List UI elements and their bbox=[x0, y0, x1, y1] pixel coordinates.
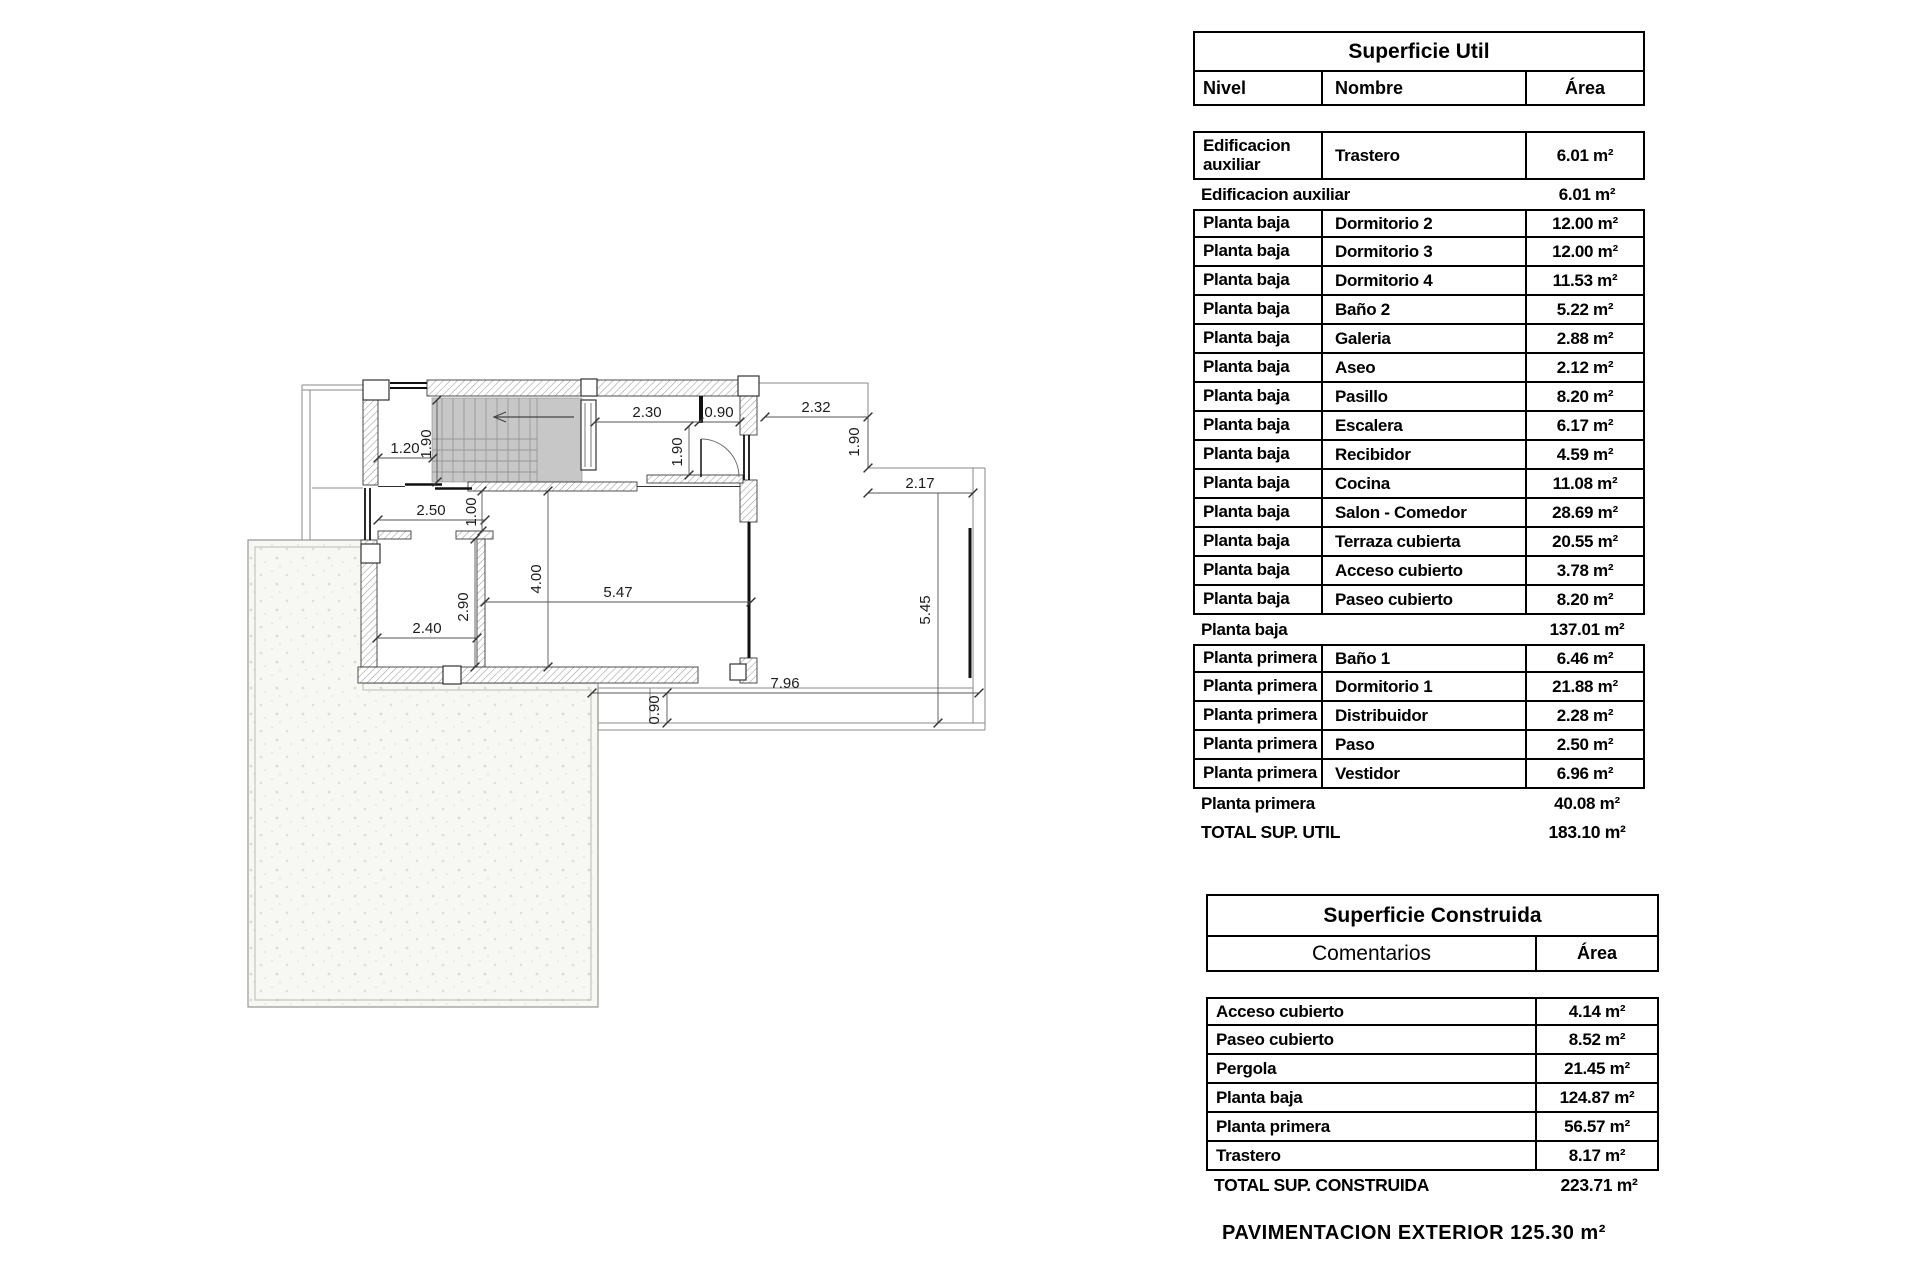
dimension-label: 2.90 bbox=[455, 592, 472, 622]
dimension-label: 2.50 bbox=[416, 502, 446, 519]
table-row: Pergola 21.45 m² bbox=[1206, 1055, 1659, 1084]
table-row: Planta primera 40.08 m² bbox=[1193, 789, 1645, 818]
table-row: Planta baja Baño 2 5.22 m² bbox=[1193, 296, 1645, 325]
table-row: Planta baja Dormitorio 2 12.00 m² bbox=[1193, 209, 1645, 238]
dimension-label: 4.00 bbox=[528, 564, 545, 594]
table-row: Trastero 8.17 m² bbox=[1206, 1142, 1659, 1171]
table-row: Planta primera Distribuidor 2.28 m² bbox=[1193, 702, 1645, 731]
dimension-label: 0.90 bbox=[704, 404, 734, 421]
table-row: Planta baja Aseo 2.12 m² bbox=[1193, 354, 1645, 383]
superficie-util-title: Superficie Util bbox=[1193, 31, 1645, 72]
table-row: Planta baja Terraza cubierta 20.55 m² bbox=[1193, 528, 1645, 557]
dimension-label: 1.90 bbox=[418, 429, 435, 459]
superficie-util-rows bbox=[1193, 131, 1645, 847]
dimension-label: 1.90 bbox=[846, 427, 863, 457]
table-row: Planta baja 137.01 m² bbox=[1193, 615, 1645, 644]
table-row: Planta primera 56.57 m² bbox=[1206, 1113, 1659, 1142]
table-row: Planta baja Recibidor 4.59 m² bbox=[1193, 441, 1645, 470]
superficie-construida-rows bbox=[1206, 997, 1659, 1200]
dimension-label: 2.32 bbox=[801, 399, 831, 416]
table-row: Planta baja Paseo cubierto 8.20 m² bbox=[1193, 586, 1645, 615]
table-row: Planta baja Escalera 6.17 m² bbox=[1193, 412, 1645, 441]
table-row: Planta baja Dormitorio 3 12.00 m² bbox=[1193, 238, 1645, 267]
dimension-label: 2.40 bbox=[412, 620, 442, 637]
column-header-comentarios: Comentarios bbox=[1208, 937, 1537, 970]
dimension-label: 2.30 bbox=[632, 404, 662, 421]
table-row: TOTAL SUP. CONSTRUIDA 223.71 m² bbox=[1206, 1171, 1659, 1200]
dimension-label: 5.45 bbox=[917, 595, 934, 625]
dimension-label: 1.00 bbox=[463, 497, 480, 527]
exterior-paving bbox=[248, 540, 598, 1007]
spacer bbox=[1206, 972, 1659, 997]
column-header-nivel: Nivel bbox=[1195, 72, 1323, 104]
staircase bbox=[432, 398, 582, 482]
spacer bbox=[1193, 106, 1645, 131]
table-row: Edificacion auxiliar Trastero 6.01 m² bbox=[1193, 131, 1645, 180]
dimension-label: 1.20 bbox=[390, 440, 420, 457]
column-header-area: Área bbox=[1564, 77, 1606, 98]
column-header-area: Área bbox=[1576, 943, 1618, 963]
dimension-label: 1.90 bbox=[669, 437, 686, 467]
column-header-nombre: Nombre bbox=[1323, 72, 1527, 104]
table-row: Planta baja Galeria 2.88 m² bbox=[1193, 325, 1645, 354]
table-row: Planta primera Baño 1 6.46 m² bbox=[1193, 644, 1645, 673]
table-row: Planta baja Dormitorio 4 11.53 m² bbox=[1193, 267, 1645, 296]
table-row: Planta primera Paso 2.50 m² bbox=[1193, 731, 1645, 760]
dimension-label: 5.47 bbox=[603, 584, 633, 601]
table-row: Planta baja 124.87 m² bbox=[1206, 1084, 1659, 1113]
table-row: TOTAL SUP. UTIL 183.10 m² bbox=[1193, 818, 1645, 847]
dimension-label: 0.90 bbox=[646, 695, 663, 725]
table-row: Planta baja Pasillo 8.20 m² bbox=[1193, 383, 1645, 412]
table-row: Planta baja Acceso cubierto 3.78 m² bbox=[1193, 557, 1645, 586]
table-row: Planta primera Dormitorio 1 21.88 m² bbox=[1193, 673, 1645, 702]
superficie-construida-title: Superficie Construida bbox=[1206, 894, 1659, 937]
dimension-label: 7.96 bbox=[770, 675, 800, 692]
pavimentacion-label: PAVIMENTACION EXTERIOR 125.30 m² bbox=[1222, 1222, 1606, 1244]
plot-boundary bbox=[302, 385, 365, 540]
table-row: Acceso cubierto 4.14 m² bbox=[1206, 997, 1659, 1026]
table-row: Edificacion auxiliar 6.01 m² bbox=[1193, 180, 1645, 209]
superficie-construida-table bbox=[1206, 894, 1659, 1200]
superficie-construida-header bbox=[1206, 937, 1659, 972]
table-row: Planta baja Salon - Comedor 28.69 m² bbox=[1193, 499, 1645, 528]
superficie-util-header bbox=[1193, 72, 1645, 106]
dimension-label: 2.17 bbox=[905, 475, 935, 492]
table-row: Planta baja Cocina 11.08 m² bbox=[1193, 470, 1645, 499]
table-row: Planta primera Vestidor 6.96 m² bbox=[1193, 760, 1645, 789]
table-row: Paseo cubierto 8.52 m² bbox=[1206, 1026, 1659, 1055]
floor-plan bbox=[230, 360, 990, 1020]
superficie-util-table bbox=[1193, 31, 1645, 847]
